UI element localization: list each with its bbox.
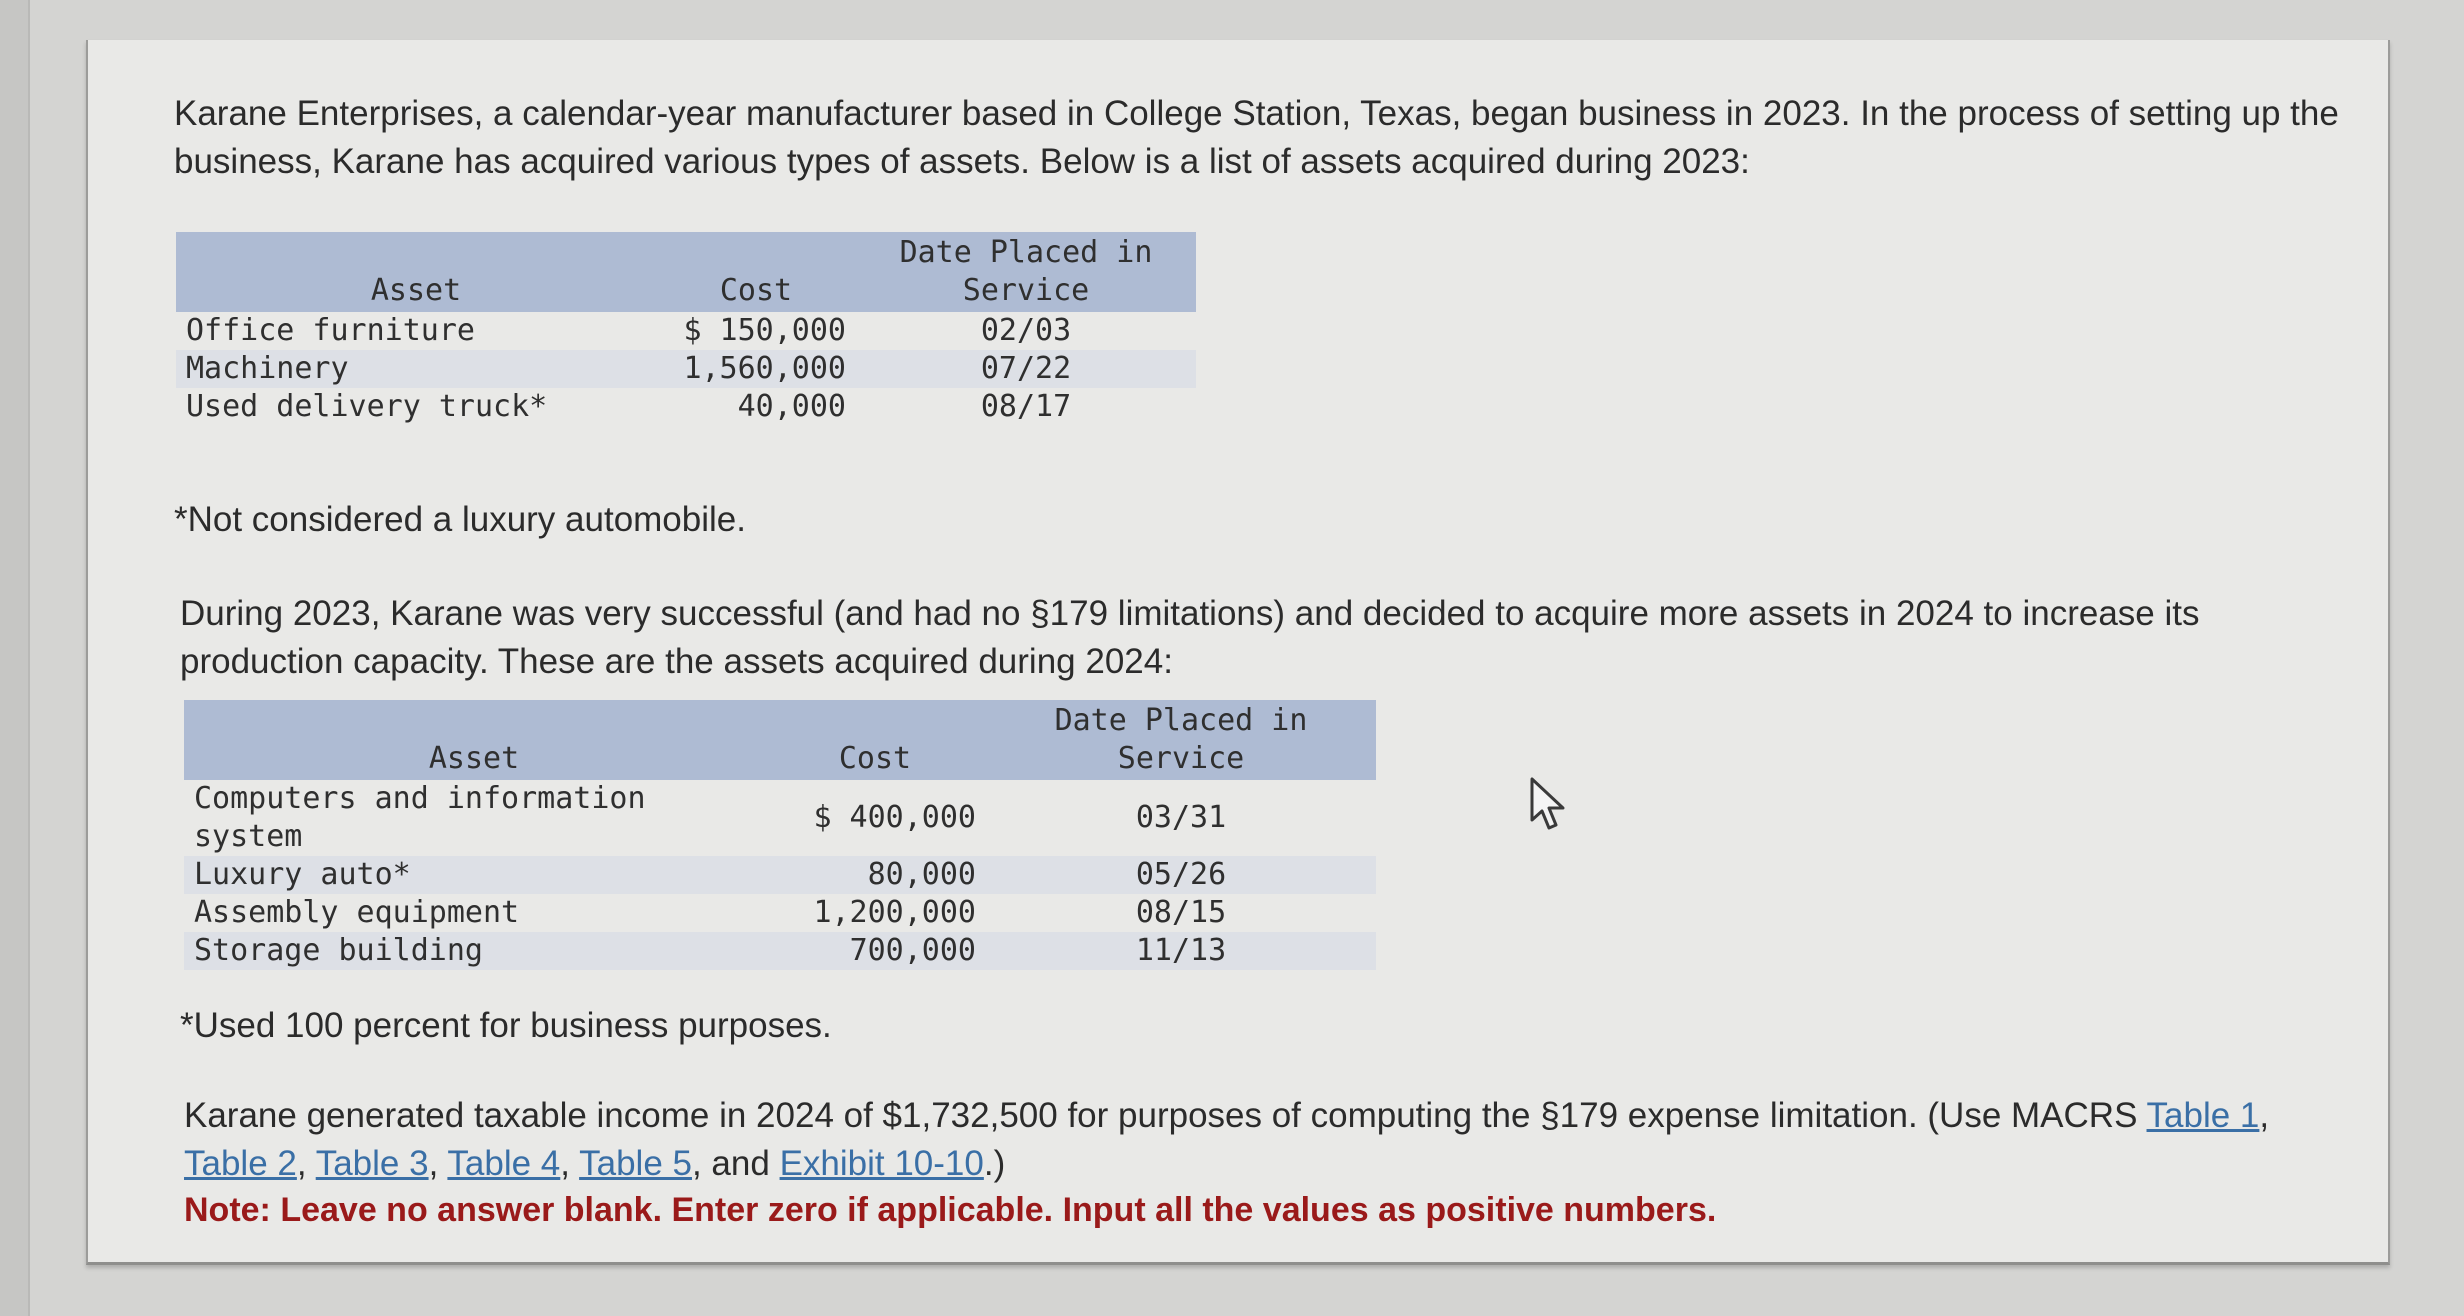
income-text: Karane generated taxable income in 2024 of $1,732,500 for purposes of computing the §179 expense limitation. (Use MACRS <box>184 1096 2138 1135</box>
asset-cell: Machinery <box>176 350 656 388</box>
cost-cell: 40,000 <box>737 389 846 424</box>
instruction-note: Note: Leave no answer blank. Enter zero if applicable. Input all the values as positive numbers. <box>184 1191 1717 1229</box>
footnote-2023: *Not considered a luxury automobile. <box>174 500 746 539</box>
asset-cell: Office furniture <box>186 313 475 348</box>
intro-paragraph: Karane Enterprises, a calendar-year manufacturer based in College Station, Texas, began business in 2023. In the process of setting up the business, Karane has acquired various types of assets. Below is a list of assets acquired during 2023: <box>174 94 2339 181</box>
link-table-5[interactable]: Table 5 <box>579 1144 692 1183</box>
asset-cell: Luxury auto* <box>184 856 764 894</box>
asset-cell: Computers and information system <box>194 781 646 854</box>
header-cost: Cost <box>656 232 856 312</box>
assets-2023-table <box>176 232 1196 426</box>
income-paragraph: Karane generated taxable income in 2024 of $1,732,500 for purposes of computing the §179 expense limitation. (Use MACRS Table 1, Table 2, Table 3, Table 4, Table 5, and Exhibit 10-10.) <box>184 1096 2270 1183</box>
cost-cell: $ 400,000 <box>813 800 976 835</box>
table-row <box>176 388 1196 426</box>
date-cell: 08/17 <box>980 389 1072 424</box>
cost-cell: $ 150,000 <box>683 313 846 348</box>
table-header-row <box>176 232 1196 312</box>
asset-cell: Used delivery truck* <box>186 389 548 424</box>
question-panel <box>86 40 2390 1265</box>
screen-edge <box>0 0 30 1316</box>
date-cell: 05/26 <box>986 856 1376 894</box>
link-exhibit-10-10[interactable]: Exhibit 10-10 <box>779 1144 984 1183</box>
header-cost: Cost <box>764 700 986 780</box>
date-cell: 11/13 <box>986 932 1376 970</box>
assets-2024-table <box>184 700 1376 970</box>
cost-cell: 80,000 <box>764 856 986 894</box>
footnote-2024: *Used 100 percent for business purposes. <box>180 1006 832 1045</box>
header-asset: Asset <box>184 700 764 780</box>
header-asset: Asset <box>176 232 656 312</box>
link-table-2[interactable]: Table 2 <box>184 1144 297 1183</box>
mouse-pointer-icon <box>1528 776 1574 832</box>
header-date-placed: Date Placed in Service <box>986 700 1376 780</box>
cost-cell: 700,000 <box>764 932 986 970</box>
asset-cell: Storage building <box>184 932 764 970</box>
table-row <box>184 780 1376 856</box>
date-cell: 02/03 <box>980 313 1072 348</box>
link-table-1[interactable]: Table 1 <box>2146 1096 2260 1135</box>
table-row <box>184 932 1376 970</box>
table-row <box>176 350 1196 388</box>
date-cell: 03/31 <box>1135 800 1227 835</box>
link-table-3[interactable]: Table 3 <box>315 1144 429 1183</box>
link-table-4[interactable]: Table 4 <box>447 1144 561 1183</box>
table-row <box>184 856 1376 894</box>
table-row <box>184 894 1376 932</box>
cost-cell: 1,560,000 <box>656 350 856 388</box>
header-date-placed: Date Placed in Service <box>856 232 1196 312</box>
paragraph-2024: During 2023, Karane was very successful (and had no §179 limitations) and decided to acquire more assets in 2024 to increase its production capacity. These are the assets acquired during 2024: <box>180 594 2200 681</box>
table-header-row <box>184 700 1376 780</box>
date-cell: 08/15 <box>1135 895 1227 930</box>
date-cell: 07/22 <box>856 350 1196 388</box>
cost-cell: 1,200,000 <box>813 895 976 930</box>
table-row <box>176 312 1196 350</box>
asset-cell: Assembly equipment <box>194 895 520 930</box>
